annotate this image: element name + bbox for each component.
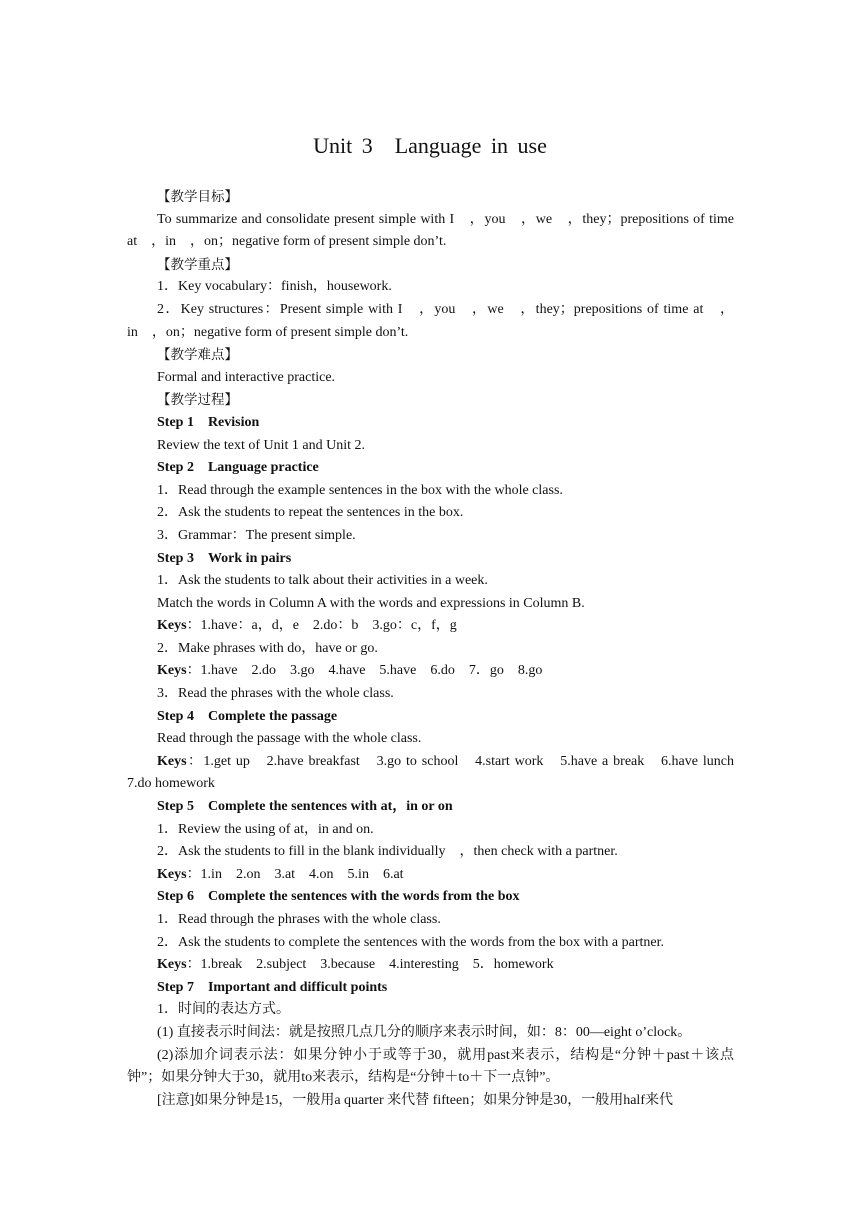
paragraph-line: To summarize and consolidate present simple with I ，you ，we ，they；prepositions of time at ，in ，on；negative form of present simple don’t. (127, 211, 734, 250)
paragraph-line: Review the text of Unit 1 and Unit 2. (157, 437, 366, 453)
paragraph-line: 1．时间的表达方式。 (157, 1002, 290, 1018)
section-heading: 【教学重点】 (157, 256, 238, 273)
keys-label: Keys (157, 866, 187, 882)
keys-label: Keys (157, 618, 187, 634)
keys-text: ：1.have：a，d，e 2.do：b 3.go：c，f，g (186, 618, 457, 634)
paragraph-line: 1．Read through the phrases with the whole class. (157, 912, 441, 927)
paragraph-line: 3．Read the phrases with the whole class. (157, 686, 394, 702)
step-heading: Step 5 Complete the sentences with at，in or on (157, 799, 453, 815)
section-heading: 【教学过程】 (157, 392, 238, 409)
paragraph-line: 1．Read through the example sentences in the box with the whole class. (157, 482, 563, 498)
step-heading: Step 4 Complete the passage (157, 708, 338, 724)
keys-label: Keys (157, 663, 187, 679)
keys-text: ：1.get up 2.have breakfast 3.go to school 4.start work 5.have a break 6.have lunch 7.do homework (127, 753, 748, 792)
paragraph-line: 1．Ask the students to talk about their activities in a week. (157, 573, 488, 589)
paragraph-line: 2．Ask the students to fill in the blank individually ，then check with a partner. (157, 844, 618, 860)
keys-label: Keys (157, 957, 187, 973)
keys-text: ：1.have 2.do 3.go 4.have 5.have 6.do 7．go 8.go (186, 663, 543, 679)
paragraph-line: 2．Make phrases with do，have or go. (157, 640, 378, 656)
keys-text: ：1.in 2.on 3.at 4.on 5.in 6.at (186, 866, 404, 882)
keys-label: Keys (157, 753, 187, 769)
paragraph-line: 2．Ask the students to complete the sentences with the words from the box with a partner. (157, 934, 665, 950)
answer-keys (127, 751, 748, 796)
paragraph-line: 1．Review the using of at，in and on. (157, 821, 374, 837)
section-heading: 【教学目标】 (157, 189, 238, 205)
paragraph-line: (2)添加介词表示法：如果分钟小于或等于30，就用past来表示，结构是“分钟＋past＋该点钟”；如果分钟大于30，就用to来表示，结构是“分钟＋to＋下一点钟”。 (127, 1047, 734, 1086)
section-heading: 【教学难点】 (157, 347, 238, 364)
document-body (127, 186, 748, 1112)
paragraph-line: Match the words in Column A with the words and expressions in Column B. (157, 595, 585, 611)
paragraph-line: Read through the passage with the whole class. (157, 731, 422, 747)
answer-keys (127, 954, 734, 977)
step-heading: Step 1 Revision (157, 414, 260, 430)
answer-keys (127, 864, 734, 887)
paragraph-line: 2．Ask the students to repeat the sentences in the box. (157, 505, 464, 521)
keys-text: ：1.break 2.subject 3.because 4.interesting 5．homework (186, 957, 554, 973)
paragraph-line: 1．Key vocabulary：finish，housework. (157, 279, 392, 295)
step-heading: Step 2 Language practice (157, 460, 319, 476)
paragraph-line: 2．Key structures：Present simple with I ，you ，we ，they；prepositions of time at ，in ，on；negative form of present simple don’t. (127, 301, 734, 340)
paragraph-line: (1) 直接表示时间法：就是按照几点几分的顺序来表示时间，如：8：00—eight o’clock。 (157, 1024, 692, 1040)
step-heading: Step 7 Important and difficult points (157, 979, 388, 995)
answer-keys (127, 660, 734, 683)
answer-keys (127, 615, 734, 638)
page-title: Unit 3 Language in use (313, 133, 547, 158)
paragraph-line: [注意]如果分钟是15，一般用a quarter 来代替 fifteen；如果分钟是30，一般用half来代 (157, 1092, 673, 1108)
paragraph-line: Formal and interactive practice. (157, 369, 336, 385)
step-heading: Step 3 Work in pairs (157, 550, 292, 566)
step-heading: Step 6 Complete the sentences with the words from the box (157, 889, 520, 905)
paragraph-line: 3．Grammar：The present simple. (157, 527, 356, 543)
